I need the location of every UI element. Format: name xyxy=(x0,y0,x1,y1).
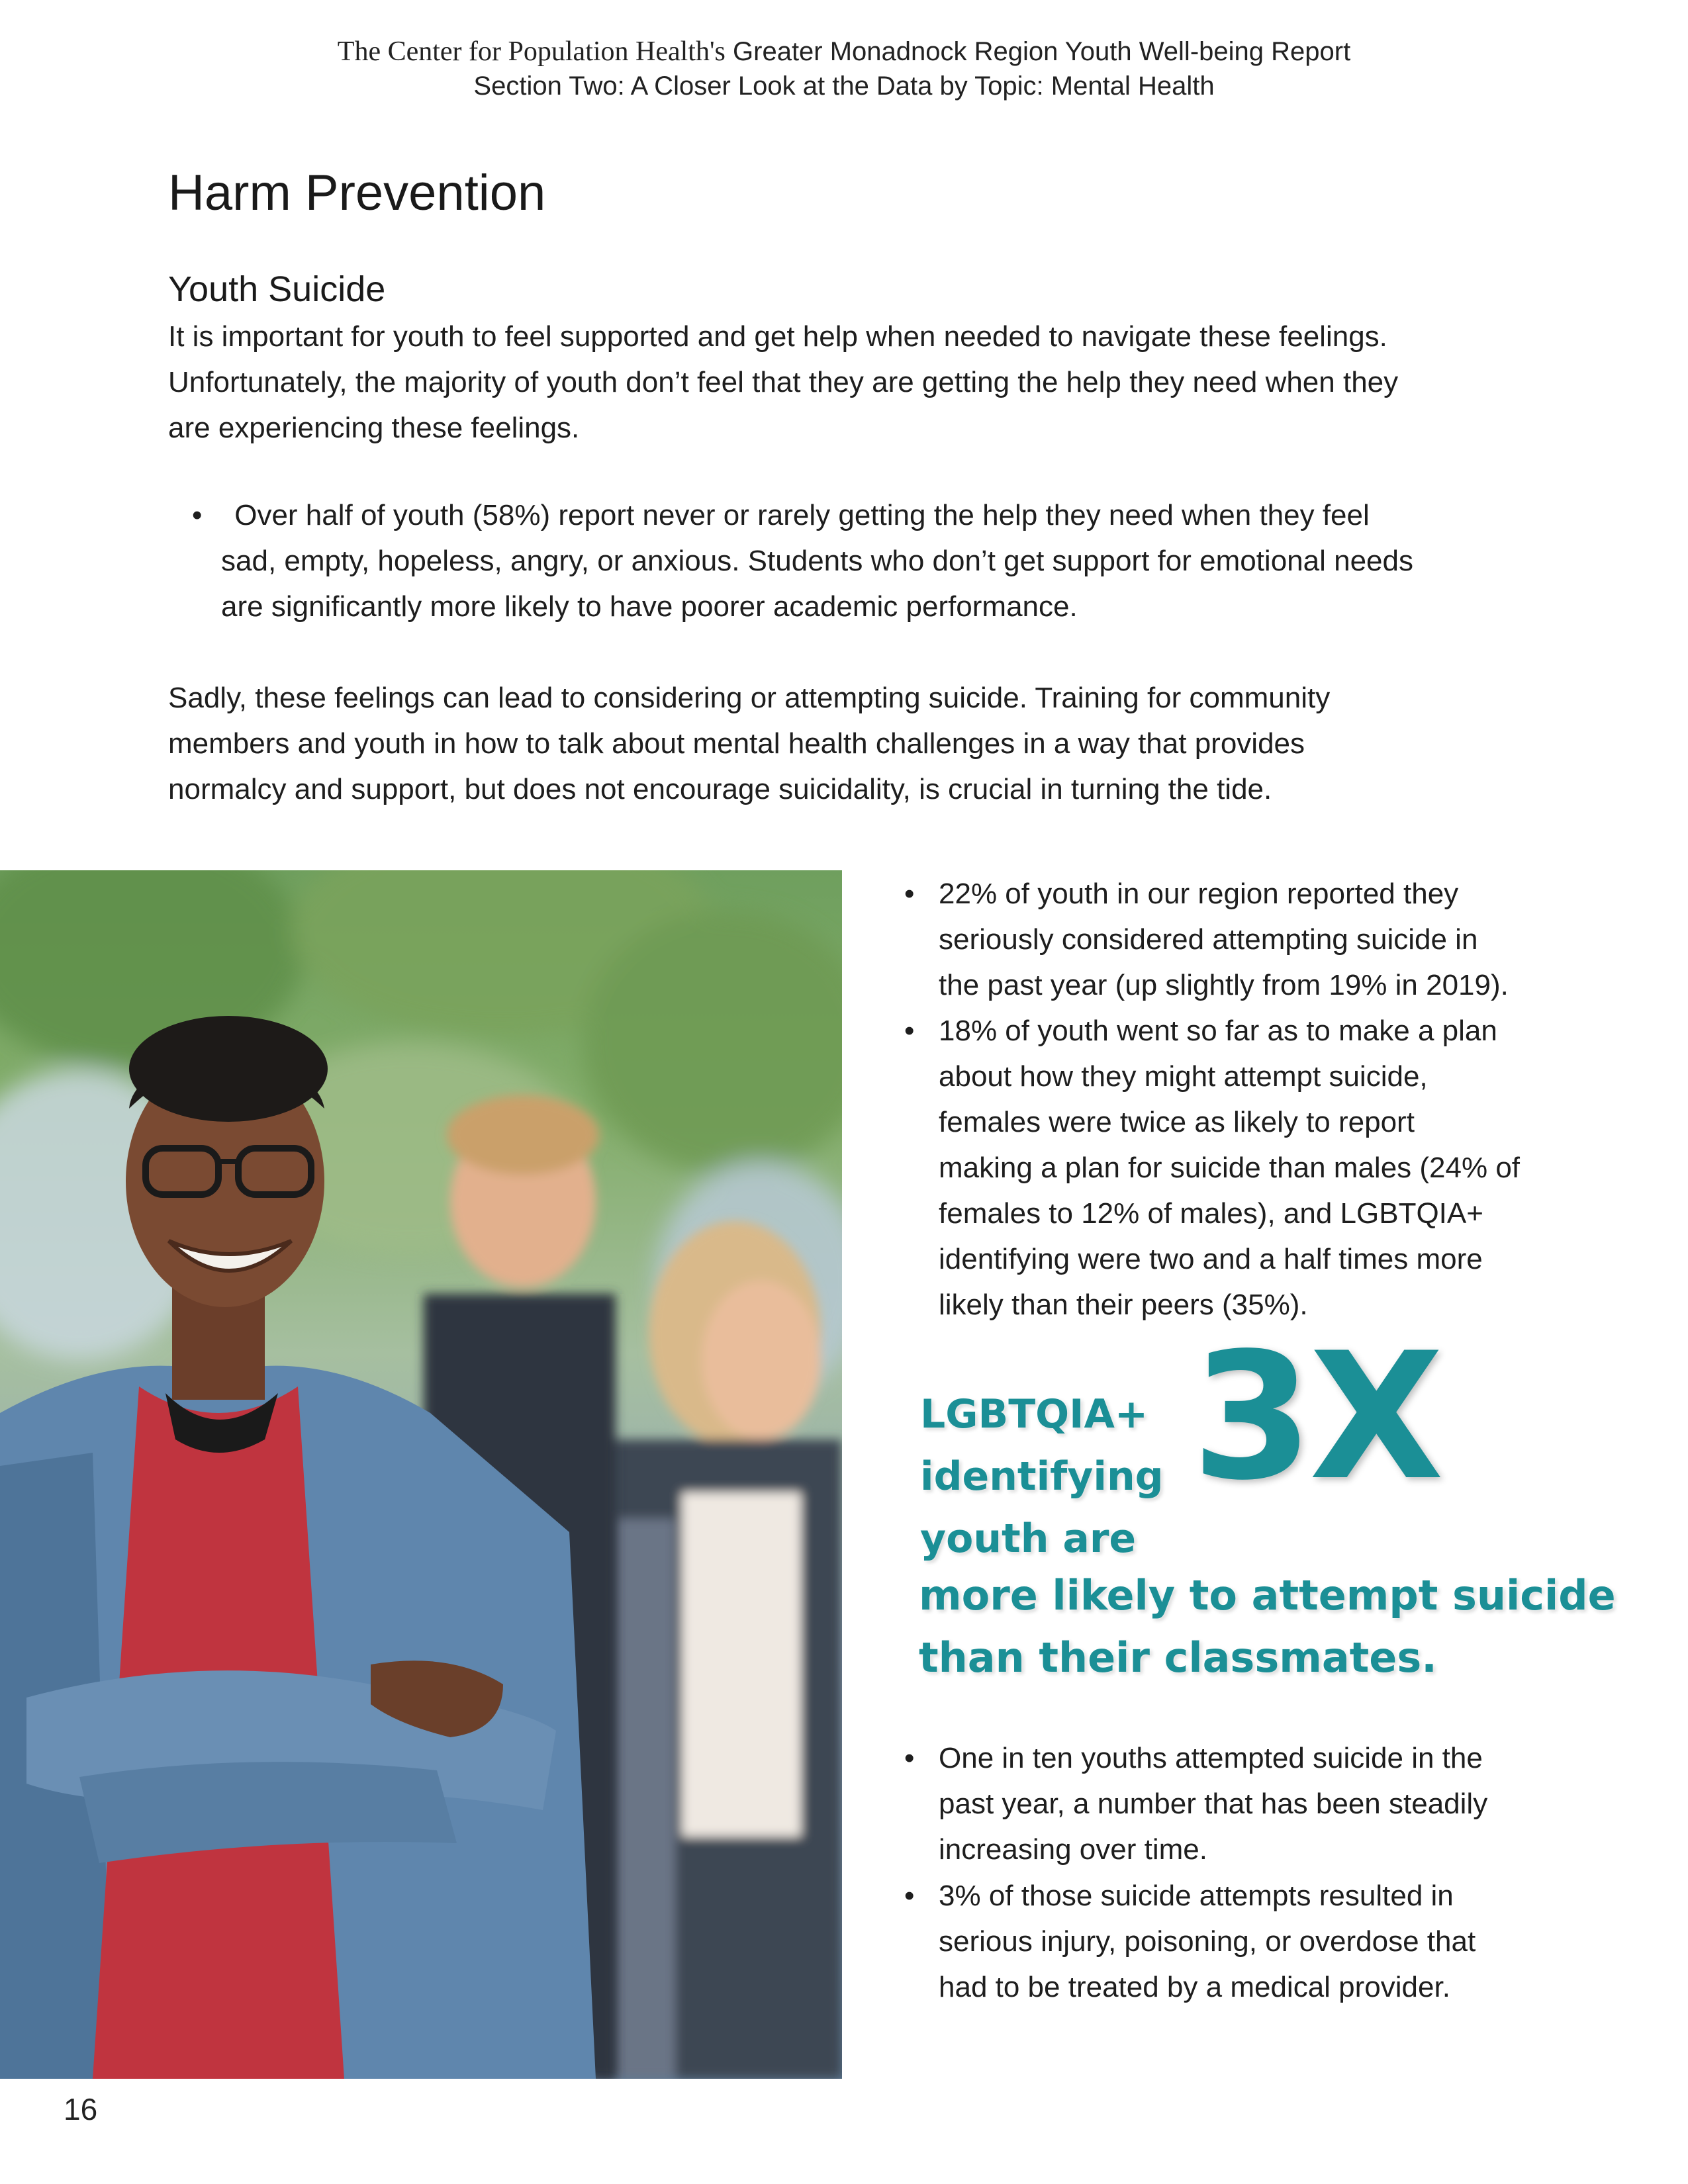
list-item-line: serious injury, poisoning, or overdose that xyxy=(939,1925,1476,1958)
list-item xyxy=(904,1873,1579,2010)
list-item-line: identifying were two and a half times more xyxy=(939,1243,1483,1275)
list-item-line: Over half of youth (58%) report never or rarely getting the help they need when they feel xyxy=(226,499,1370,531)
header-report: Greater Monadnock Region Youth Well-being Report xyxy=(733,37,1351,66)
photo-illustration xyxy=(0,870,842,2079)
list-item-line: One in ten youths attempted suicide in the xyxy=(939,1742,1483,1774)
list-item-line: the past year (up slightly from 19% in 2019). xyxy=(939,969,1509,1001)
body-line: members and youth in how to talk about mental health challenges in a way that provides xyxy=(168,727,1305,760)
list-item-text xyxy=(939,1735,1487,1872)
bullet-dot: • xyxy=(904,878,915,910)
callout-multiplier: 3X xyxy=(1192,1316,1440,1519)
list-item-line: increasing over time. xyxy=(939,1833,1207,1866)
list-item-line: 18% of youth went so far as to make a plan xyxy=(939,1015,1497,1047)
list-item-line: seriously considered attempting suicide in xyxy=(939,923,1478,956)
callout-line: youth are xyxy=(920,1516,1137,1562)
list-item xyxy=(904,1735,1579,1872)
list-item xyxy=(904,1008,1579,1328)
callout-tagline xyxy=(919,1565,1616,1689)
list-item-line: making a plan for suicide than males (24% of xyxy=(939,1152,1521,1184)
list-item-line: about how they might attempt suicide, xyxy=(939,1060,1428,1093)
bullet-dot: • xyxy=(192,499,203,531)
students-photo xyxy=(0,870,842,2079)
callout-line: identifying xyxy=(920,1453,1164,1500)
bullet-dot: • xyxy=(904,1880,915,1912)
list-item xyxy=(904,871,1579,1008)
callout-line: more likely to attempt suicide xyxy=(919,1571,1616,1619)
list-item-line: sad, empty, hopeless, angry, or anxious. Students who don’t get support for emotional needs xyxy=(221,545,1413,577)
callout-line: than their classmates. xyxy=(919,1633,1437,1682)
bullet-dot: • xyxy=(904,1742,915,1774)
list-item-line: 3% of those suicide attempts resulted in xyxy=(939,1880,1454,1912)
list-item-text xyxy=(939,871,1509,1008)
running-header xyxy=(0,34,1688,103)
list-item-text xyxy=(221,492,1413,629)
list-item xyxy=(192,492,1516,629)
header-line-1 xyxy=(0,34,1688,69)
intro-line: are experiencing these feelings. xyxy=(168,412,580,444)
list-item-line: past year, a number that has been steadily xyxy=(939,1788,1488,1820)
callout-stat xyxy=(920,1383,1164,1570)
list-item-line: females were twice as likely to report xyxy=(939,1106,1415,1138)
list-item-line: had to be treated by a medical provider. xyxy=(939,1971,1450,2003)
intro-line: It is important for youth to feel supported and get help when needed to navigate these feelings. xyxy=(168,320,1387,353)
page-number: 16 xyxy=(64,2092,98,2126)
list-item-line: likely than their peers (35%). xyxy=(939,1289,1308,1321)
intro-paragraph xyxy=(168,314,1552,451)
list-item-text xyxy=(939,1008,1520,1328)
list-item-line: 22% of youth in our region reported they xyxy=(939,878,1459,910)
intro-line: Unfortunately, the majority of youth don’t feel that they are getting the help they need when they xyxy=(168,366,1399,398)
list-item-line: are significantly more likely to have poorer academic performance. xyxy=(221,590,1078,623)
list-item-line: females to 12% of males), and LGBTQIA+ xyxy=(939,1197,1483,1230)
header-org: The Center for Population Health's xyxy=(337,36,726,67)
section-subtitle: Youth Suicide xyxy=(168,269,386,309)
body-line: Sadly, these feelings can lead to considering or attempting suicide. Training for community xyxy=(168,682,1331,714)
page-title: Harm Prevention xyxy=(168,165,546,221)
body-paragraph xyxy=(168,675,1552,812)
header-section: Section Two: A Closer Look at the Data by Topic: Mental Health xyxy=(473,71,1215,101)
bullet-dot: • xyxy=(904,1015,915,1047)
callout-line: LGBTQIA+ xyxy=(920,1391,1149,1437)
body-line: normalcy and support, but does not encourage suicidality, is crucial in turning the tide. xyxy=(168,773,1272,805)
list-item-text xyxy=(939,1873,1476,2010)
